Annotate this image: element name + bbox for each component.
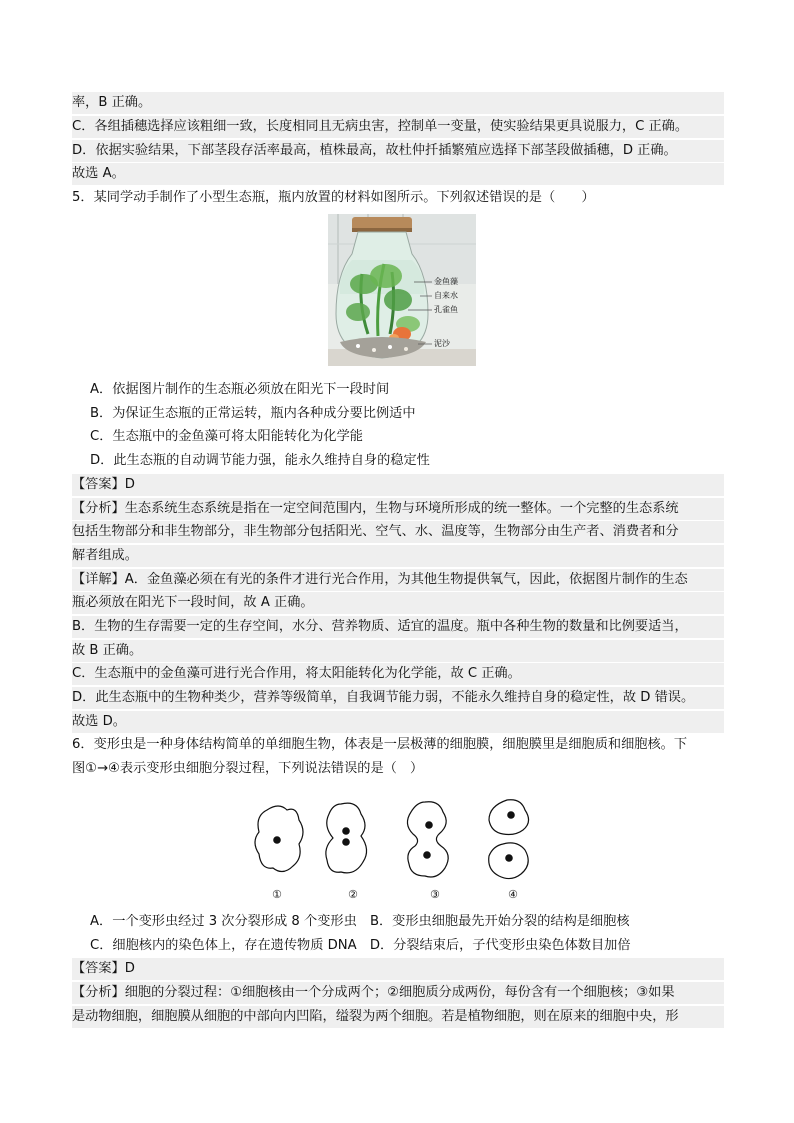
options-c-d: C．细胞核内的染色体上，存在遗传物质 DNA D．分裂结束后，子代变形虫染色体数目加倍: [90, 938, 631, 953]
jar-label-tap-water: 自来水: [434, 291, 458, 300]
jar-label-guppy: 孔雀鱼: [434, 305, 458, 314]
analysis-line: 是动物细胞，细胞膜从细胞的中部向内凹陷，缢裂为两个细胞。若是植物细胞，则在原来的细胞中央，形: [72, 1006, 724, 1028]
analysis-line: 【分析】细胞的分裂过程：①细胞核由一个分成两个；②细胞质分成两份，每份含有一个细胞核；③如果: [72, 982, 724, 1004]
eco-bottle-figure: [328, 214, 476, 366]
question-5-stem: 5．某同学动手制作了小型生态瓶，瓶内放置的材料如图所示。下列叙述错误的是（ ）: [72, 190, 595, 205]
jar-label-sand: 泥沙: [434, 339, 450, 348]
text-line: C．各组插穗选择应该粗细一致，长度相同且无病虫害，控制单一变量，使实验结果更具说服力，C 正确。: [72, 116, 724, 138]
option-a: A．依据图片制作的生态瓶必须放在阳光下一段时间: [90, 382, 390, 397]
amoeba-division-diagram: [245, 792, 545, 910]
cell-caption-4: ④: [508, 888, 518, 901]
analysis-line: 包括生物部分和非生物部分，非生物部分包括阳光、空气、水、温度等，生物部分由生产者、消费者和分: [72, 521, 724, 543]
cell-caption-1: ①: [272, 888, 282, 901]
text-line: 故选 A。: [72, 163, 724, 185]
amoeba-division-figure: [245, 792, 545, 910]
question-6-stem: 6．变形虫是一种身体结构简单的单细胞生物，体表是一层极薄的细胞膜，细胞膜里是细胞质和细胞核。下: [72, 737, 688, 752]
text-line: 率，B 正确。: [72, 92, 724, 114]
option-b: B．为保证生态瓶的正常运转，瓶内各种成分要比例适中: [90, 406, 416, 421]
answer-line: 【答案】D: [72, 958, 724, 980]
cell-caption-2: ②: [348, 888, 358, 901]
jar-label-hornwort: 金鱼藻: [434, 277, 458, 286]
cell-caption-3: ③: [430, 888, 440, 901]
option-c: C．生态瓶中的金鱼藻可将太阳能转化为化学能: [90, 429, 363, 444]
detail-line: 故 B 正确。: [72, 640, 724, 662]
detail-line: D．此生态瓶中的生物种类少，营养等级简单，自我调节能力弱，不能永久维持自身的稳定性，故 D 错误。: [72, 687, 724, 709]
analysis-line: 【分析】生态系统生态系统是指在一定空间范围内，生物与环境所形成的统一整体。一个完整的生态系统: [72, 498, 724, 520]
detail-line: 【详解】A．金鱼藻必须在有光的条件才进行光合作用，为其他生物提供氧气，因此，依据图片制作的生态: [72, 569, 724, 591]
analysis-line: 解者组成。: [72, 545, 724, 567]
detail-line: 故选 D。: [72, 711, 724, 733]
question-6-stem: 图①→④表示变形虫细胞分裂过程，下列说法错误的是（ ）: [72, 761, 424, 776]
option-d: D．此生态瓶的自动调节能力强，能永久维持自身的稳定性: [90, 453, 430, 468]
detail-line: B．生物的生存需要一定的生存空间，水分、营养物质、适宜的温度。瓶中各种生物的数量和比例要适当，: [72, 616, 724, 638]
options-a-b: A．一个变形虫经过 3 次分裂形成 8 个变形虫 B．变形虫细胞最先开始分裂的结构是细胞核: [90, 914, 630, 929]
answer-line: 【答案】D: [72, 474, 724, 496]
detail-line: C．生态瓶中的金鱼藻可进行光合作用，将太阳能转化为化学能，故 C 正确。: [72, 663, 724, 685]
detail-line: 瓶必须放在阳光下一段时间，故 A 正确。: [72, 592, 724, 614]
eco-bottle-photo: [328, 214, 476, 366]
text-line: D．依据实验结果，下部茎段存活率最高，植株最高，故杜仲扦插繁殖应选择下部茎段做插穗，D 正确。: [72, 140, 724, 162]
